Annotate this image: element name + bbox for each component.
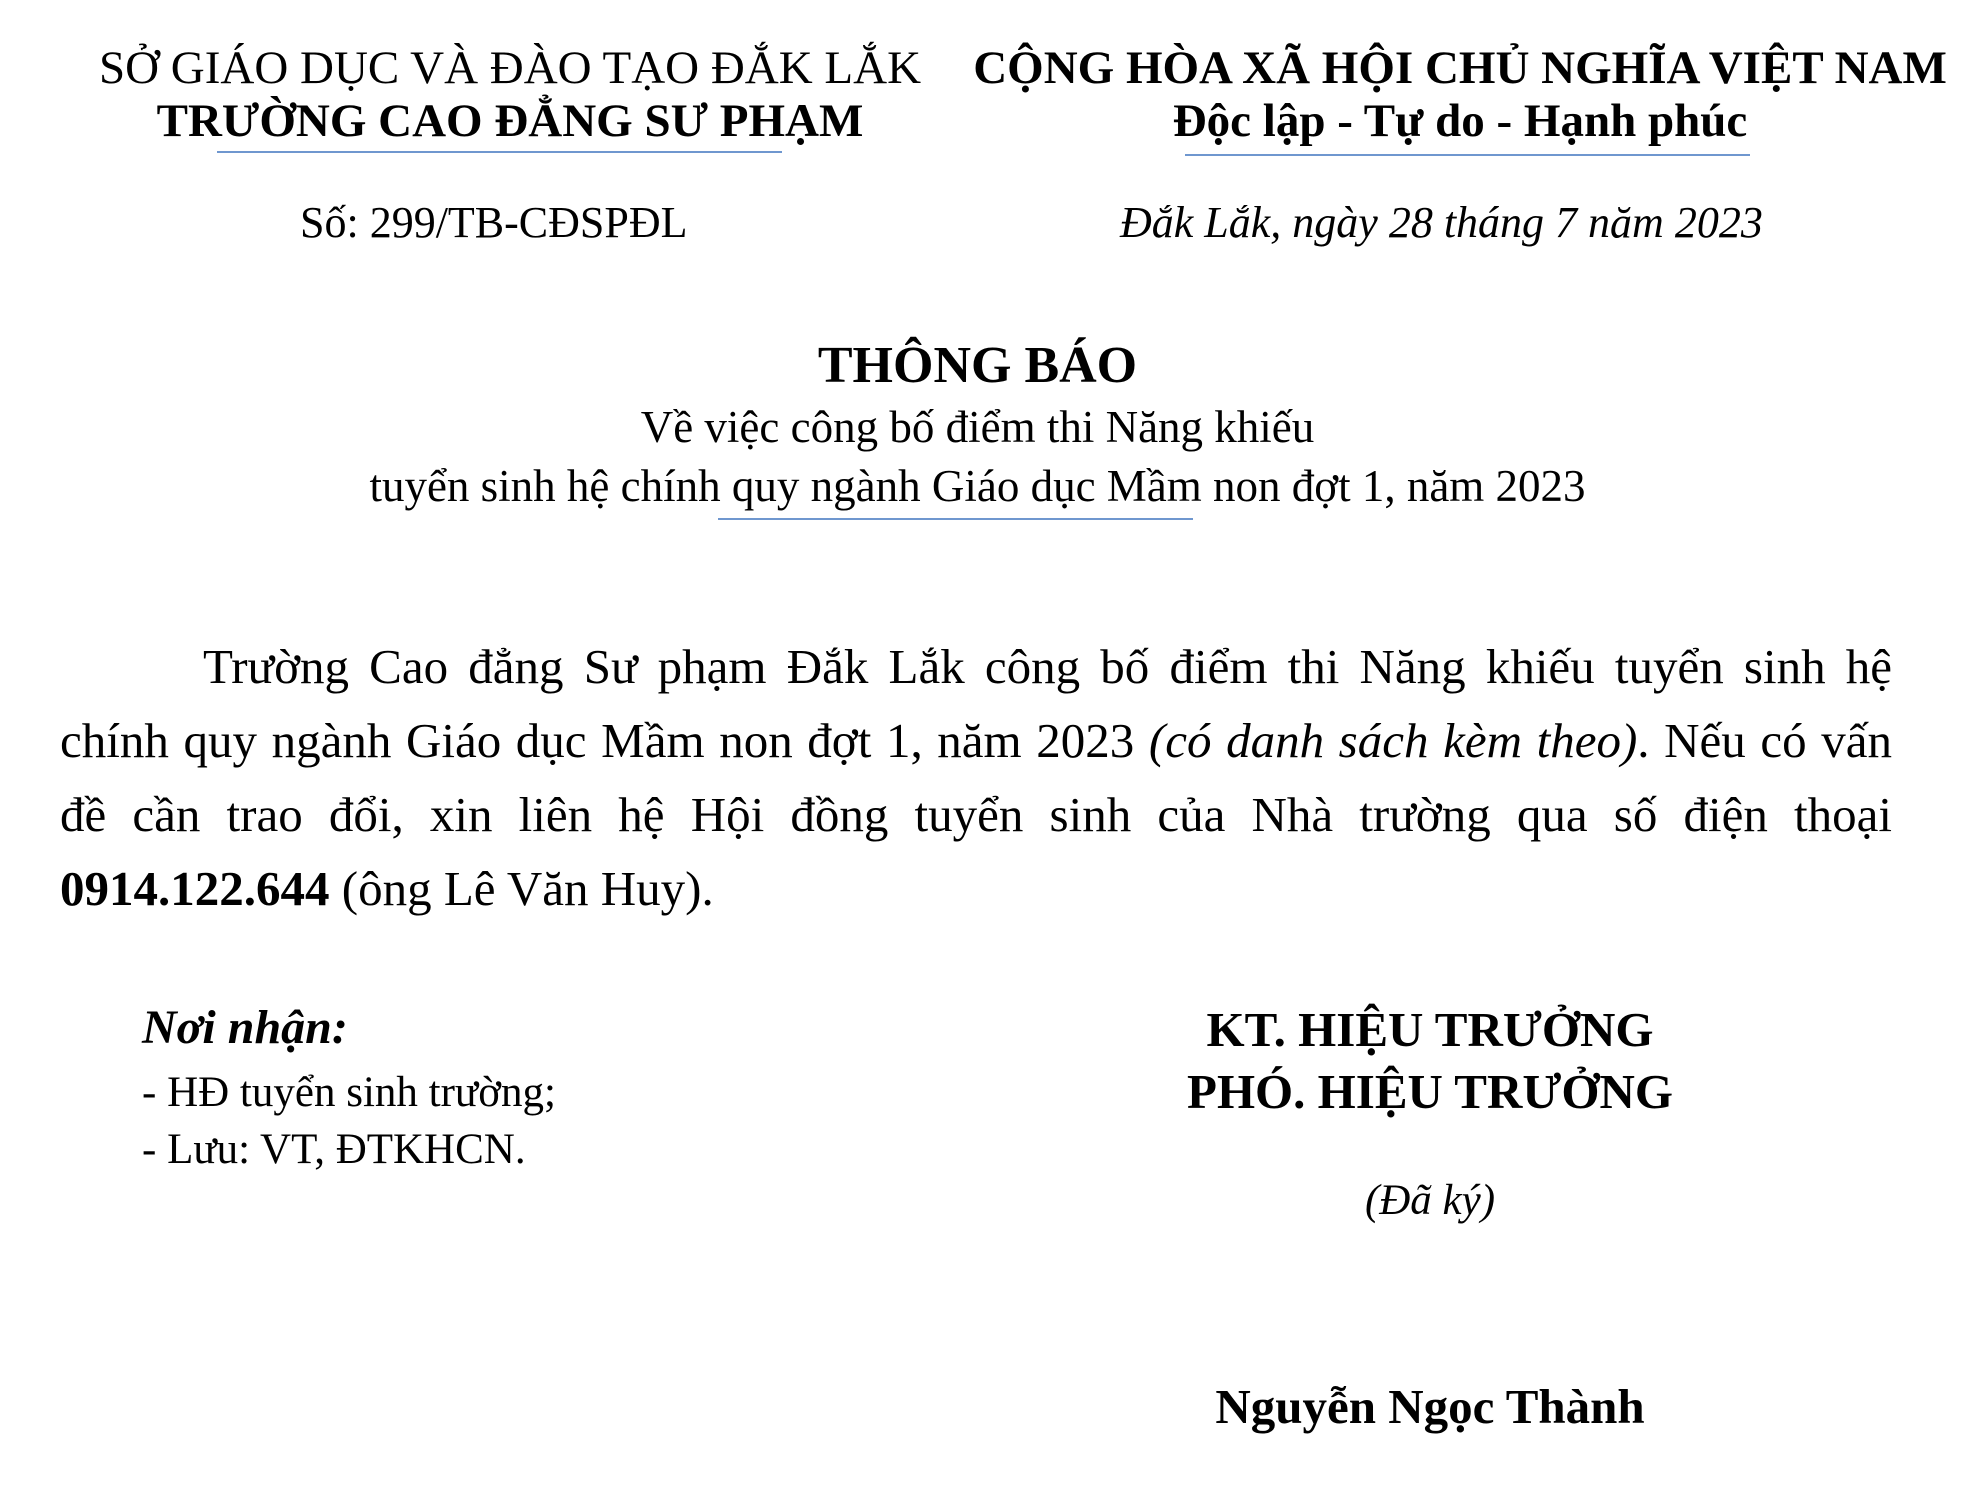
signer-title-line1: KT. HIỆU TRƯỞNG xyxy=(1206,1002,1654,1057)
nation-name: CỘNG HÒA XÃ HỘI CHỦ NGHĨA VIỆT NAM xyxy=(973,42,1947,94)
recipient-item: - Lưu: VT, ĐTKHCN. xyxy=(142,1126,526,1173)
department-name: SỞ GIÁO DỤC VÀ ĐÀO TẠO ĐẮK LẮK xyxy=(98,42,922,94)
signer-title-line2: PHÓ. HIỆU TRƯỞNG xyxy=(1187,1064,1673,1119)
signer-name: Nguyễn Ngọc Thành xyxy=(1215,1379,1645,1434)
document-title: THÔNG BÁO xyxy=(817,337,1138,394)
body-text-part4: (ông Lê Văn Huy). xyxy=(329,861,714,916)
school-name: TRƯỜNG CAO ĐẲNG SƯ PHẠM xyxy=(156,95,864,147)
signed-status: (Đã ký) xyxy=(1364,1177,1496,1224)
recipients-label: Nơi nhận: xyxy=(142,1001,348,1054)
body-text-part1: Trường Cao đẳng Sư phạm Đắk Lắk công bố điểm thi Năng khiếu tuyển sinh hệ chính quy ngành Giáo dục Mầm non đợt 1, năm 2023 xyxy=(60,639,1892,768)
header-left-underline xyxy=(217,151,782,153)
title-underline xyxy=(718,518,1193,520)
national-motto: Độc lập - Tự do - Hạnh phúc xyxy=(1172,95,1748,147)
header-right-underline xyxy=(1185,154,1750,156)
body-attachment-note: (có danh sách kèm theo) xyxy=(1148,713,1638,768)
place-date: Đắk Lắk, ngày 28 tháng 7 năm 2023 xyxy=(1120,198,1763,247)
contact-phone: 0914.122.644 xyxy=(60,861,330,916)
document-subtitle-line2: tuyển sinh hệ chính quy ngành Giáo dục Mầm non đợt 1, năm 2023 xyxy=(369,461,1586,511)
body-text-part3: . Nếu có vấn đề cần trao đổi, xin liên hệ Hội đồng tuyển sinh của Nhà trường qua số điện thoại xyxy=(60,713,1892,842)
document-number: Số: 299/TB-CĐSPĐL xyxy=(300,198,688,247)
document-subtitle-line1: Về việc công bố điểm thi Năng khiếu xyxy=(640,402,1315,452)
body-paragraph xyxy=(60,630,1892,926)
recipient-item: - HĐ tuyển sinh trường; xyxy=(142,1069,556,1116)
